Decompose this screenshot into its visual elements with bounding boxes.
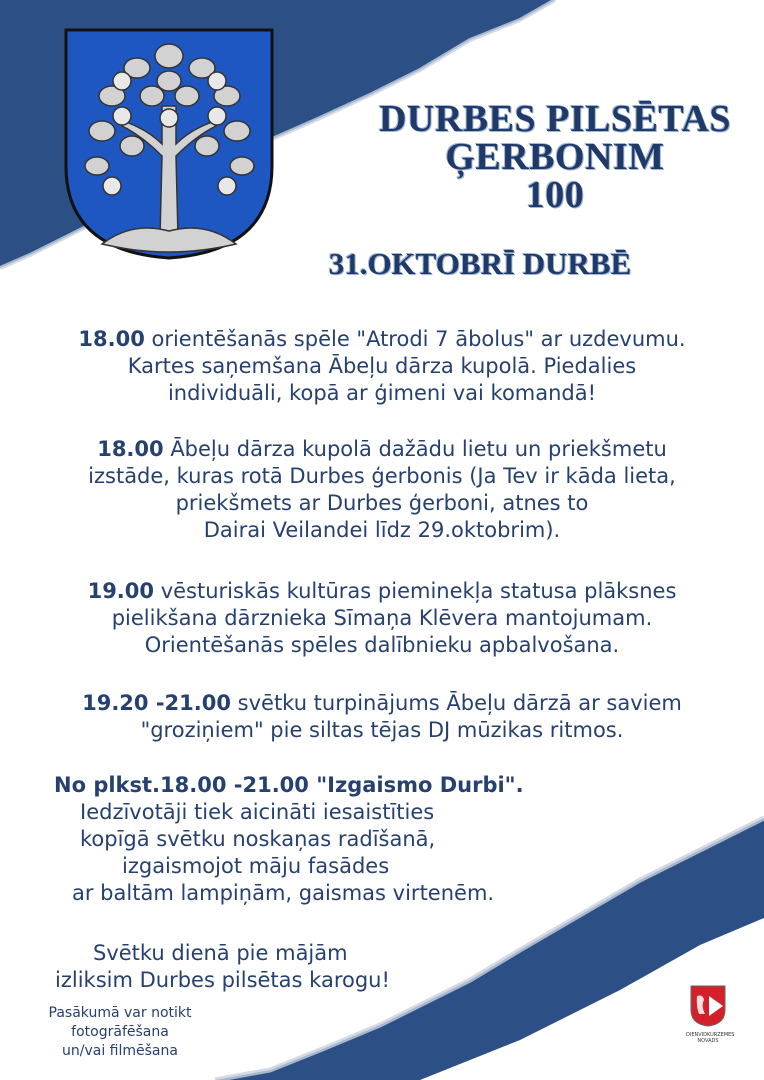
note-text: fotogrāfēšana xyxy=(71,1024,169,1040)
event-time: 19.20 -21.00 xyxy=(82,691,231,715)
poster-title xyxy=(345,100,764,214)
event-orienteering xyxy=(0,326,764,407)
event-text: svētku turpinājums Ābeļu dārzā ar saviem xyxy=(230,691,682,715)
event-lights xyxy=(54,772,614,907)
event-time: 18.00 xyxy=(97,437,164,461)
event-text: Orientēšanās spēles dalībnieku apbalvošana. xyxy=(144,633,620,657)
dienvidkurzeme-logo xyxy=(686,984,735,1044)
event-time: 19.00 xyxy=(87,579,155,603)
event-celebration xyxy=(0,690,764,744)
note-text: un/vai filmēšana xyxy=(62,1043,178,1059)
event-text: vēsturiskās kultūras pieminekļa statusa plāksnes xyxy=(154,579,677,603)
flag-text: izliksim Durbes pilsētas karogu! xyxy=(55,968,390,992)
logo-text: DIENVIDKURZEMES xyxy=(686,1032,735,1038)
logo-shield-icon xyxy=(689,984,727,1028)
event-text: "groziņiem" pie siltas tējas DJ mūzikas ritmos. xyxy=(140,718,624,742)
event-plaque xyxy=(0,578,764,659)
durbe-coat-of-arms xyxy=(62,26,276,262)
event-text: Dairai Veilandei līdz 29.oktobrim). xyxy=(203,518,561,542)
title-line: DURBES PILSĒTAS xyxy=(378,98,732,140)
event-text: Kartes saņemšana Ābeļu dārza kupolā. Piedalies xyxy=(127,354,637,378)
event-text: priekšmets ar Durbes ģerboni, atnes to xyxy=(175,491,589,515)
title-line: 100 xyxy=(525,174,585,216)
event-text: pielikšana dārznieka Sīmaņa Klēvera mantojumam. xyxy=(111,606,653,630)
note-text: Pasākumā var notikt xyxy=(48,1005,192,1021)
event-text: orientēšanās spēle "Atrodi 7 ābolus" ar uzdevumu. xyxy=(144,327,686,351)
event-text: izstāde, kuras rotā Durbes ģerbonis (Ja Tev ir kāda lieta, xyxy=(88,464,676,488)
event-exhibition xyxy=(0,436,764,544)
event-text: Ābeļu dārza kupolā dažādu lietu un priekšmetu xyxy=(163,437,667,461)
event-text: Iedzīvotāji tiek aicināti iesaistīties xyxy=(80,800,435,824)
event-text: kopīgā svētku noskaņas radīšanā, xyxy=(80,827,436,851)
event-text: izgaismojot māju fasādes xyxy=(122,854,390,878)
event-text: ar baltām lampiņām, gaismas virtenēm. xyxy=(72,881,495,905)
event-text: individuāli, kopā ar ģimeni vai komandā! xyxy=(167,381,597,405)
flag-message xyxy=(55,940,475,994)
event-date: 31.OKTOBRĪ DURBĒ xyxy=(328,246,632,281)
lights-heading: No plkst.18.00 -21.00 "Izgaismo Durbi". xyxy=(54,773,524,797)
photo-notice xyxy=(30,1004,210,1061)
event-time: 18.00 xyxy=(78,327,145,351)
flag-text: Svētku dienā pie mājām xyxy=(93,941,348,965)
logo-text: NOVADS xyxy=(697,1038,719,1044)
title-line: ĢERBONIM xyxy=(445,136,665,178)
